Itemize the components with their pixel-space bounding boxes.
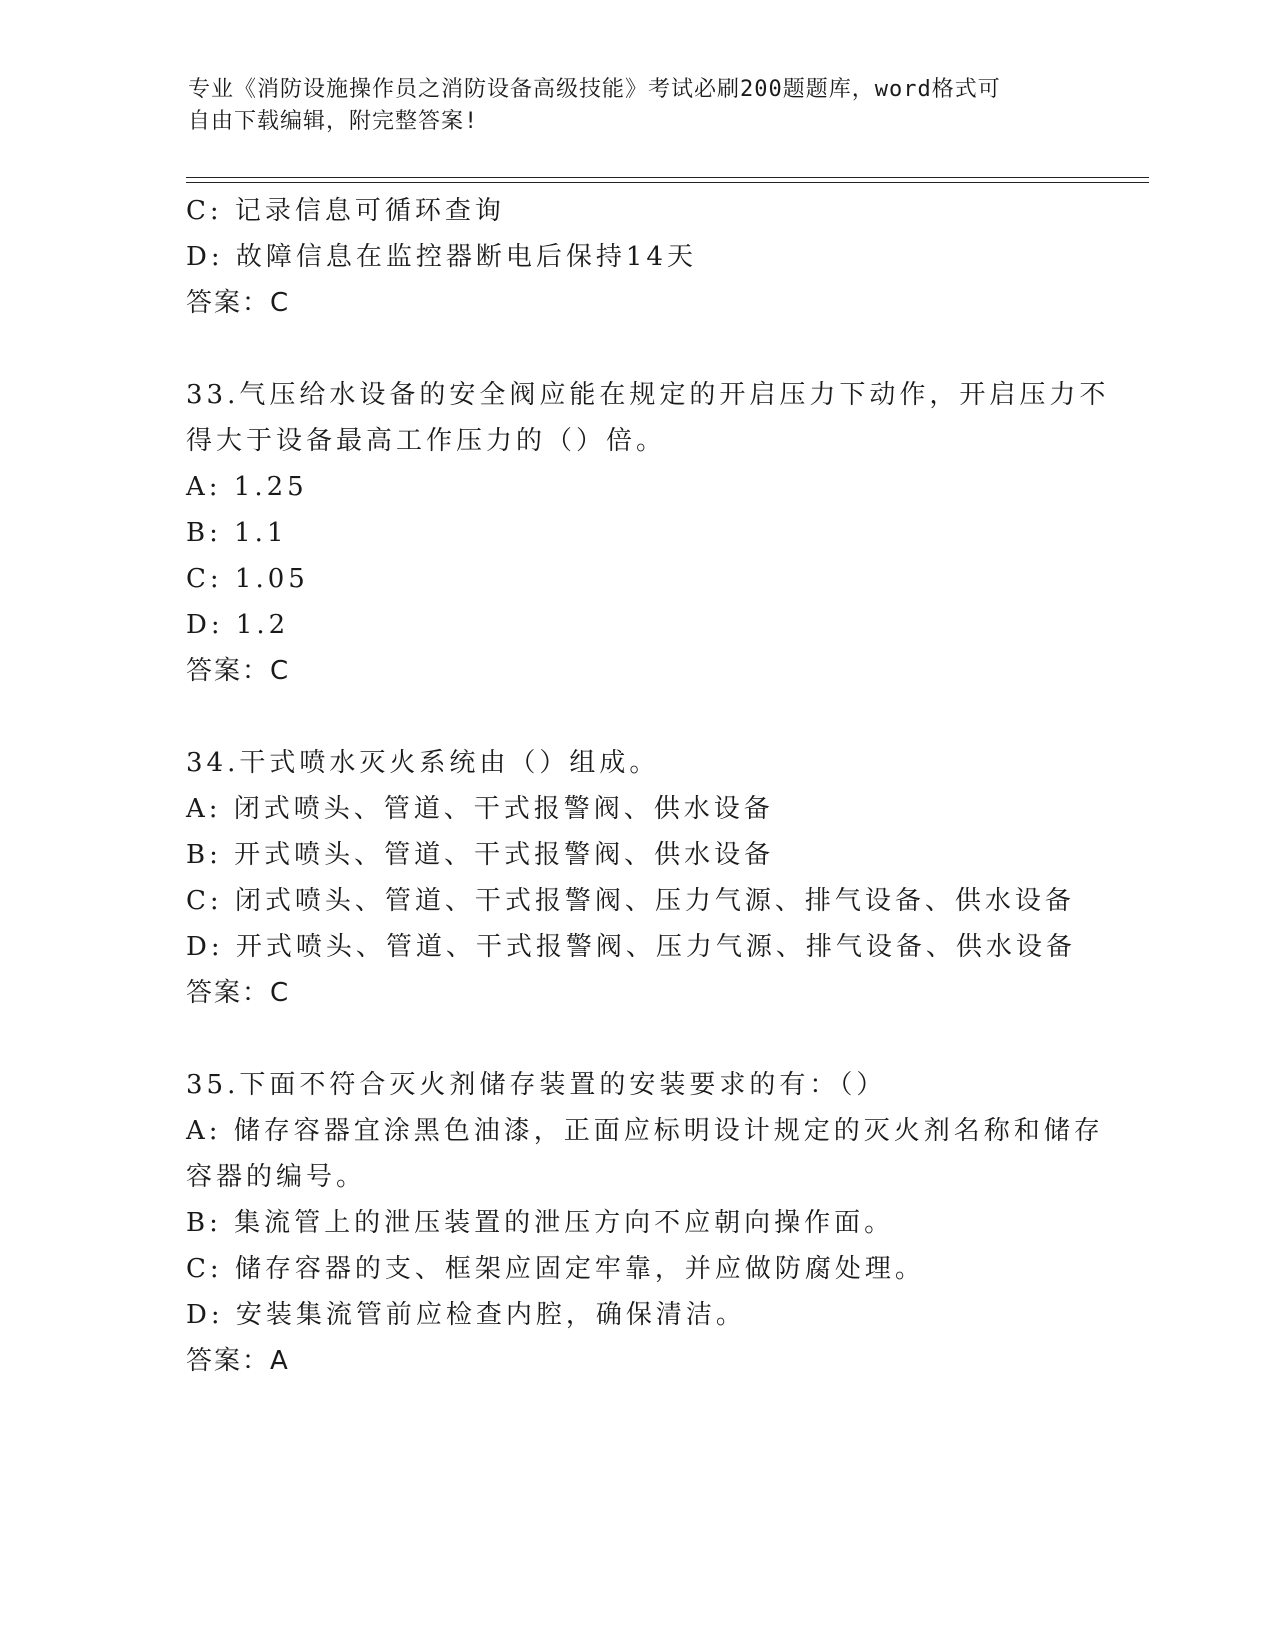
header-divider-bottom [186,182,1149,183]
option-b: B: 集流管上的泄压装置的泄压方向不应朝向操作面。 [186,1208,895,1238]
option-d: D: 开式喷头、管道、干式报警阀、压力气源、排气设备、供水设备 [186,932,1076,962]
option-d: D: 安装集流管前应检查内腔，确保清洁。 [186,1300,746,1330]
answer-line: 答案：C [186,288,291,318]
option-d: D: 1.2 [186,610,290,640]
option-d: D: 故障信息在监控器断电后保持14天 [186,242,697,272]
answer-line: 答案：A [186,1346,290,1376]
question-35 [186,1062,1104,1384]
header-divider-top [186,177,1149,178]
option-a-continuation: 容器的编号。 [186,1162,367,1192]
question-stem: 得大于设备最高工作压力的（）倍。 [186,426,667,456]
option-a: A: 1.25 [186,472,308,502]
header-title-line-2: 自由下载编辑，附完整答案! [188,109,479,134]
question-stem: 34.干式喷水灭火系统由（）组成。 [186,748,660,778]
question-34 [186,740,1086,1016]
answer-line: 答案：C [186,656,291,686]
option-c: C: 闭式喷头、管道、干式报警阀、压力气源、排气设备、供水设备 [186,886,1075,916]
option-c: C: 1.05 [186,564,309,594]
spacer [186,1016,1086,1062]
spacer [186,694,1086,740]
option-a: A: 闭式喷头、管道、干式报警阀、供水设备 [186,794,774,824]
spacer [186,326,1086,372]
question-stem: 33.气压给水设备的安全阀应能在规定的开启压力下动作，开启压力不 [186,380,1110,410]
header-title-line-1: 专业《消防设施操作员之消防设备高级技能》考试必刷200题题库，word格式可 [188,77,1001,102]
option-c: C: 记录信息可循环查询 [186,196,505,226]
option-b: B: 开式喷头、管道、干式报警阀、供水设备 [186,840,775,870]
question-continued [186,188,1086,326]
answer-line: 答案：C [186,978,291,1008]
document-body [186,188,1110,1384]
option-a: A: 储存容器宜涂黑色油漆，正面应标明设计规定的灭火剂名称和储存 [186,1116,1104,1146]
option-c: C: 储存容器的支、框架应固定牢靠，并应做防腐处理。 [186,1254,925,1284]
option-b: B: 1.1 [186,518,288,548]
question-stem: 35.下面不符合灭火剂储存装置的安装要求的有：（） [186,1070,887,1100]
page-header [188,74,1088,138]
question-33 [186,372,1110,694]
